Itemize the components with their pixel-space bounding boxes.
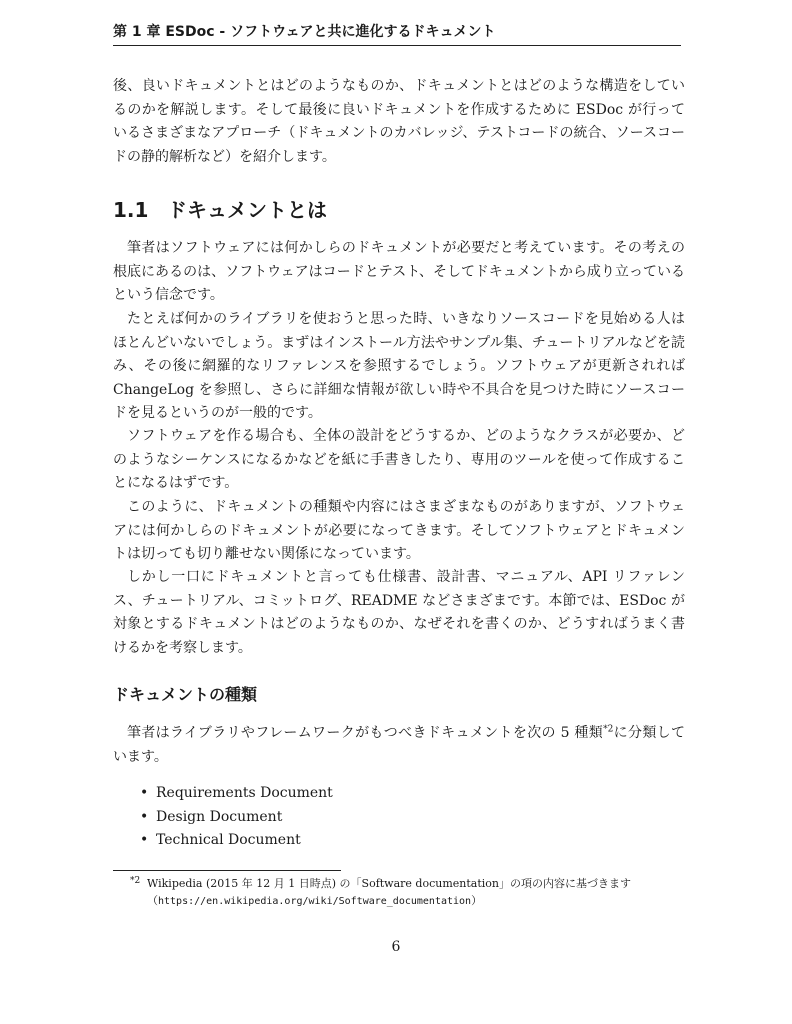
footnote-text: Wikipedia (2015 年 12 月 1 日時点) の「Software documentation」の項の内容に基づきます（: [147, 877, 631, 907]
subsection-paragraph: [113, 722, 685, 769]
footnote-mark: *2: [130, 876, 141, 886]
document-types-list: [138, 782, 333, 853]
running-header: 第 1 章 ESDoc - ソフトウェアと共に進化するドキュメント: [113, 22, 681, 46]
bullet-icon: •: [140, 785, 149, 801]
section-paragraph-3: ソフトウェアを作る場合も、全体の設計をどうするか、どのようなクラスが必要か、どのようなシーケンスになるかなどを紙に手書きしたり、専用のツールを使って作成することになるはずです。: [113, 428, 685, 491]
subsection-paragraph-after: に分類しています。: [113, 725, 686, 765]
list-item-text: Design Document: [156, 808, 283, 825]
list-item: [138, 829, 333, 853]
list-item: [138, 806, 333, 830]
intro-paragraph: 後、良いドキュメントとはどのようなものか、ドキュメントとはどのような構造をしているのかを解説します。そして最後に良いドキュメントを作成するために ESDoc が行っているさまざまなアプローチ（ドキュメントのカバレッジ、テストコードの統合、ソースコードの静的解析など）を紹介します。: [113, 78, 685, 165]
section-paragraph-5: しかし一口にドキュメントと言っても仕様書、設計書、マニュアル、API リファレンス、チュートリアル、コミットログ、README などさまざまです。本節では、ESDoc が対象とするドキュメントはどのようなものか、なぜそれを書くのか、どうすればうまく書けるかを考察します。: [113, 569, 685, 656]
footnote-reference[interactable]: *2: [603, 724, 614, 735]
list-item-text: Requirements Document: [156, 785, 333, 801]
section-title: ドキュメントとは: [167, 198, 327, 222]
bullet-icon: •: [140, 832, 149, 848]
section-number: 1.1: [113, 198, 149, 222]
list-item: [138, 782, 333, 806]
section-paragraph-1: 筆者はソフトウェアには何かしらのドキュメントが必要だと考えています。その考えの根底にあるのは、ソフトウェアはコードとテスト、そしてドキュメントから成り立っているという信念です。: [113, 240, 685, 303]
list-item-text: Technical Document: [156, 832, 301, 848]
section-paragraph-2: たとえば何かのライブラリを使おうと思った時、いきなりソースコードを見始める人はほとんどいないでしょう。まずはインストール方法やサンプル集、チュートリアルなどを読み、その後に網羅的なリファレンスを参照するでしょう。ソフトウェアが更新されれば ChangeLog を参照し、さらに詳細な情報が欲しい時や不具合を見つけた時にソースコードを見るというのが一般的です。: [113, 311, 685, 421]
subsection-paragraph-before: 筆者はライブラリやフレームワークがもつべきドキュメントを次の 5 種類: [127, 725, 604, 741]
footnote: [130, 875, 685, 910]
footnote-body: [147, 875, 685, 910]
page-number: 6: [391, 939, 401, 955]
footnote-closing: ）: [471, 894, 483, 907]
subsection-heading: ドキュメントの種類: [113, 685, 258, 704]
bullet-icon: •: [140, 808, 149, 825]
footnote-divider: [113, 870, 341, 871]
section-heading: [113, 196, 327, 224]
section-paragraph-4: このように、ドキュメントの種類や内容にはさまざまなものがありますが、ソフトウェアには何かしらのドキュメントが必要になってきます。そしてソフトウェアとドキュメントは切っても切り離せない関係になっています。: [113, 499, 685, 562]
footnote-url-link[interactable]: https://en.wikipedia.org/wiki/Software_documentation: [158, 896, 472, 907]
